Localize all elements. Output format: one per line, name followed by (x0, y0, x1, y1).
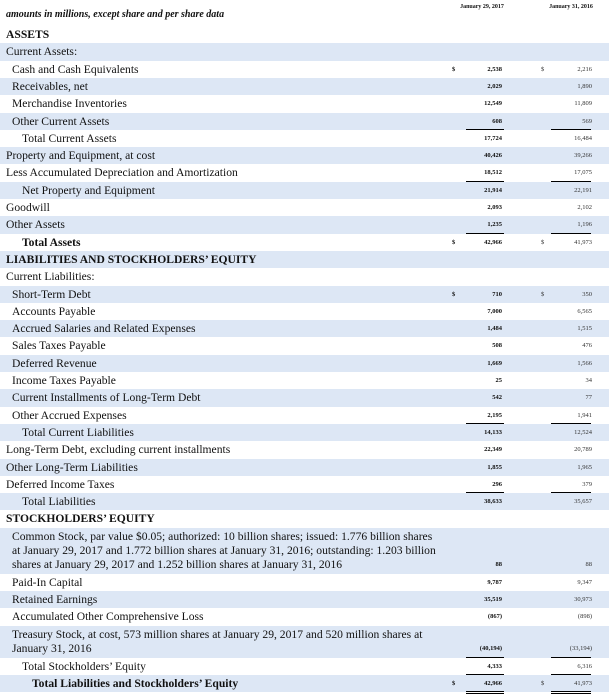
underline-rule (551, 423, 591, 424)
value-2016: 1,196 (577, 221, 592, 229)
value-2017: 4,333 (487, 662, 502, 670)
value-2016: 41,973 (574, 679, 592, 687)
value-2016: 16,484 (574, 134, 592, 142)
table-row (0, 441, 609, 458)
value-2017: 608 (492, 117, 502, 125)
table-row (0, 147, 609, 164)
value-2016: 35,657 (574, 498, 592, 506)
table-row (0, 675, 609, 692)
value-2017: 12,549 (484, 100, 502, 108)
value-2017: 1,855 (487, 463, 502, 471)
row-label: Income Taxes Payable (12, 374, 116, 387)
table-row (0, 130, 609, 147)
table-row (0, 61, 609, 78)
value-2016: (33,194) (569, 645, 592, 653)
table-row (0, 493, 609, 510)
row-label: Property and Equipment, at cost (6, 149, 156, 163)
table-row (0, 608, 609, 625)
underline-rule (466, 129, 504, 130)
underline-rule (551, 233, 591, 234)
value-2017: 18,512 (484, 169, 502, 177)
value-2017: 710 (492, 290, 502, 298)
value-2016: 2,102 (577, 204, 592, 211)
value-2016: 39,266 (574, 152, 592, 160)
table-row (0, 424, 609, 441)
value-2017: 508 (492, 342, 502, 350)
table-row (0, 113, 609, 130)
underline-rule (466, 691, 504, 692)
underline-rule (551, 657, 591, 658)
underline-rule (551, 492, 591, 493)
row-label: Total Liabilities (22, 495, 96, 509)
value-2016: 41,973 (574, 238, 592, 246)
table-row (0, 216, 609, 233)
value-2016: 12,524 (574, 428, 592, 436)
value-2016: 1,965 (577, 463, 592, 471)
table-row (0, 510, 609, 527)
row-label: Treasury Stock, at cost, 573 million shares at January 29, 2017 and 520 million shares at January 31, 2016 (12, 627, 423, 655)
row-label: Common Stock, par value $0.05; authorized: 10 billion shares; issued: 1.776 billion shares at January 29, 2017 and 1.772 billion shares at January 31, 2016; outstanding: 1.203 billion shares at January 29, 2017 and 1.252 billion shares at January 31, 2016 (12, 529, 436, 571)
value-2017: 296 (492, 480, 502, 488)
row-label: Total Current Assets (22, 131, 117, 145)
row-label: Total Stockholders’ Equity (22, 659, 146, 673)
table-row (0, 658, 609, 675)
column-header-2016: January 31, 2016 (549, 4, 593, 10)
underline-rule (466, 657, 504, 658)
value-2017: 2,093 (487, 204, 502, 211)
row-label: Net Property and Equipment (22, 183, 155, 197)
value-2017: 1,669 (487, 359, 502, 367)
underline-rule (466, 423, 504, 424)
value-2017: 2,029 (487, 82, 502, 90)
table-row (0, 320, 609, 337)
value-2016: (898) (577, 613, 592, 621)
value-2017: 7,000 (487, 307, 502, 315)
value-2017: (867) (487, 613, 502, 621)
value-2016: 77 (585, 394, 592, 402)
value-2016: 1,515 (577, 325, 592, 333)
table-row (0, 476, 609, 493)
underline-rule (466, 233, 504, 234)
table-row (0, 372, 609, 389)
value-2016: 20,789 (574, 446, 592, 454)
currency-symbol-2016: $ (541, 290, 545, 298)
currency-symbol-2016: $ (541, 65, 545, 73)
value-2017: (40,194) (479, 645, 502, 653)
row-label: Accumulated Other Comprehensive Loss (12, 610, 204, 624)
value-2017: 25 (495, 377, 502, 384)
row-label: STOCKHOLDERS’ EQUITY (6, 512, 155, 526)
table-row (0, 26, 609, 43)
units-note: amounts in millions, except share and per share data (6, 9, 225, 20)
table-row (0, 355, 609, 372)
value-2017: 17,724 (484, 134, 502, 142)
table-row (0, 78, 609, 95)
table-row (0, 574, 609, 591)
value-2017: 9,787 (487, 578, 502, 586)
value-2016: 476 (582, 342, 592, 350)
value-2016: 34 (585, 377, 592, 384)
row-label: Current Assets: (6, 45, 78, 59)
value-2017: 88 (495, 561, 502, 569)
table-header (0, 0, 609, 24)
value-2017: 2,195 (487, 411, 502, 419)
column-header-2017: January 29, 2017 (460, 4, 504, 10)
row-label: Total Current Liabilities (22, 425, 134, 439)
underline-rule (551, 181, 591, 182)
row-label: Other Long-Term Liabilities (6, 460, 138, 474)
value-2016: 350 (582, 290, 592, 298)
row-label: Sales Taxes Payable (12, 339, 106, 353)
row-label: Current Installments of Long-Term Debt (12, 391, 201, 405)
table-row (0, 251, 609, 268)
row-label: Less Accumulated Depreciation and Amortization (6, 166, 238, 180)
value-2017: 1,235 (487, 221, 502, 229)
value-2017: 35,519 (484, 596, 502, 603)
table-row (0, 268, 609, 285)
row-label: Cash and Cash Equivalents (12, 62, 139, 76)
row-label: Accrued Salaries and Related Expenses (12, 322, 196, 336)
value-2016: 379 (582, 480, 592, 488)
row-label: Total Liabilities and Stockholders’ Equity (32, 676, 239, 690)
row-label: Current Liabilities: (6, 270, 95, 284)
table-row (0, 199, 609, 216)
value-2016: 11,809 (574, 100, 592, 108)
underline-rule (466, 674, 504, 675)
table-row (0, 528, 609, 574)
value-2017: 22,349 (484, 446, 502, 454)
currency-symbol-2016: $ (541, 679, 545, 687)
underline-rule (551, 129, 591, 130)
currency-symbol-2016: $ (541, 238, 545, 246)
row-label: Merchandise Inventories (12, 97, 127, 111)
row-label: Deferred Revenue (12, 356, 97, 370)
value-2017: 38,633 (484, 498, 502, 506)
value-2017: 42,966 (484, 238, 502, 246)
table-row (0, 43, 609, 60)
value-2017: 14,133 (484, 428, 502, 436)
value-2016: 569 (582, 117, 592, 125)
row-label: ASSETS (6, 28, 50, 41)
row-label: Receivables, net (12, 79, 88, 93)
value-2016: 2,216 (577, 65, 592, 73)
value-2016: 30,973 (574, 596, 592, 603)
value-2016: 9,347 (577, 578, 592, 586)
row-label: Total Assets (22, 235, 81, 249)
value-2016: 6,316 (577, 662, 592, 670)
table-row (0, 626, 609, 658)
value-2017: 42,966 (484, 679, 502, 687)
row-label: Other Accrued Expenses (12, 408, 127, 422)
value-2017: 40,426 (484, 152, 502, 160)
value-2017: 21,914 (484, 186, 502, 194)
value-2016: 88 (585, 561, 592, 569)
table-row (0, 234, 609, 251)
underline-rule (551, 693, 591, 694)
table-row (0, 286, 609, 303)
currency-symbol-2017: $ (452, 65, 456, 73)
table-row (0, 337, 609, 354)
value-2016: 1,890 (577, 82, 592, 90)
row-label: Other Current Assets (12, 114, 110, 128)
currency-symbol-2017: $ (452, 679, 456, 687)
value-2017: 2,538 (487, 65, 502, 73)
table-row (0, 407, 609, 424)
underline-rule (466, 693, 504, 694)
table-row (0, 182, 609, 199)
underline-rule (466, 181, 504, 182)
value-2016: 22,191 (574, 186, 592, 194)
row-label: Paid-In Capital (12, 575, 83, 589)
table-row (0, 95, 609, 112)
underline-rule (466, 492, 504, 493)
table-row (0, 164, 609, 181)
row-label: Retained Earnings (12, 593, 98, 606)
value-2017: 1,484 (487, 325, 502, 333)
row-label: Other Assets (6, 218, 65, 232)
table-row (0, 303, 609, 320)
table-row (0, 389, 609, 406)
row-label: Short-Term Debt (12, 287, 91, 301)
underline-rule (551, 691, 591, 692)
underline-rule (551, 674, 591, 675)
row-label: Goodwill (6, 201, 50, 214)
currency-symbol-2017: $ (452, 290, 456, 298)
value-2016: 1,941 (577, 411, 592, 419)
currency-symbol-2017: $ (452, 238, 456, 246)
value-2016: 17,075 (574, 169, 592, 177)
value-2016: 1,566 (577, 359, 592, 367)
row-label: Accounts Payable (12, 304, 96, 318)
row-label: Long-Term Debt, excluding current installments (6, 443, 231, 457)
value-2017: 542 (492, 394, 502, 402)
table-row (0, 459, 609, 476)
value-2016: 6,565 (577, 307, 592, 315)
table-row (0, 591, 609, 608)
row-label: LIABILITIES AND STOCKHOLDERS’ EQUITY (6, 252, 257, 266)
row-label: Deferred Income Taxes (6, 477, 115, 491)
